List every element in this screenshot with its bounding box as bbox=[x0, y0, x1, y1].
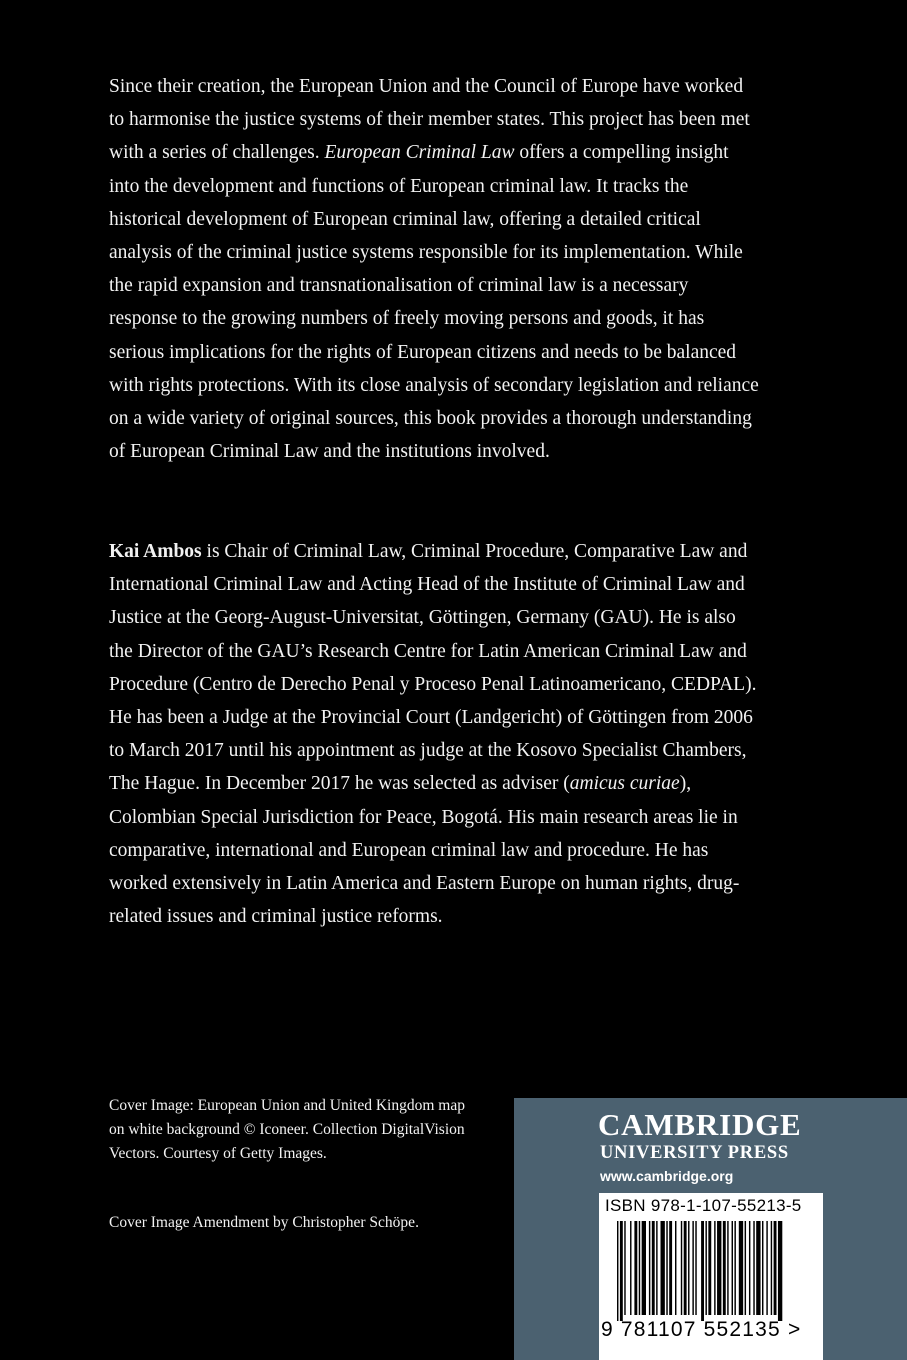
publisher-name: CAMBRIDGE bbox=[598, 1107, 802, 1142]
barcode-bar bbox=[714, 1221, 715, 1315]
barcode-bar bbox=[695, 1221, 696, 1315]
barcode-bar bbox=[762, 1221, 763, 1315]
barcode-bar bbox=[630, 1221, 631, 1315]
bio-italic-term: amicus curiae bbox=[569, 773, 680, 795]
barcode-bar bbox=[652, 1221, 655, 1315]
barcode-bar bbox=[739, 1221, 743, 1315]
barcode-bars bbox=[599, 1221, 823, 1321]
barcode-bar bbox=[749, 1221, 750, 1315]
barcode-bar bbox=[684, 1221, 687, 1315]
barcode-bar bbox=[756, 1221, 760, 1315]
barcode-bar bbox=[642, 1221, 646, 1315]
barcode-bar bbox=[681, 1221, 682, 1315]
barcode-bar bbox=[656, 1221, 657, 1315]
publisher-url: www.cambridge.org bbox=[600, 1168, 734, 1184]
barcode-bar bbox=[774, 1221, 777, 1315]
barcode-digits: 9 781107 552135 > bbox=[601, 1318, 802, 1341]
cover-image-credit: Cover Image: European Union and United Kingdom map on white background © Iconeer. Collection DigitalVision Vectors. Courtesy of Getty Images. bbox=[109, 1097, 465, 1162]
publisher-subtitle: UNIVERSITY PRESS bbox=[600, 1143, 789, 1163]
barcode-bar bbox=[732, 1221, 733, 1315]
bio-text-2: ), Colombian Special Jurisdiction for Peace, Bogotá. His main research areas lie in comparative, international and European criminal law and procedure. He has worked extensively in Latin America and Eastern Europe on human rights, drug-related issues and criminal justice reforms. bbox=[109, 773, 740, 928]
barcode-bar bbox=[661, 1221, 665, 1315]
author-bio bbox=[109, 535, 759, 933]
barcode-bar bbox=[692, 1221, 693, 1315]
barcode-bar bbox=[620, 1221, 623, 1321]
barcode-bar bbox=[708, 1221, 711, 1315]
barcode-bar bbox=[734, 1221, 735, 1315]
barcode-bar bbox=[753, 1221, 754, 1315]
bio-text-1: is Chair of Criminal Law, Criminal Procedure, Comparative Law and International Criminal Law and Acting Head of the Institute of Criminal Law and Justice at the Georg-August-Universitat, Göttingen, Germany (GAU). He is also the Director of the GAU’s Research Centre for Latin American Criminal Law and Procedure (Centro de Derecho Penal y Proceso Penal Latinoamericano, CEDPAL). He has been a Judge at the Provincial Court (Landgericht) of Göttingen from 2006 to March 2017 until his appointment as judge at the Kosovo Specialist Chambers, The Hague. In December 2017 he was selected as adviser ( bbox=[109, 541, 757, 795]
barcode-bar bbox=[688, 1221, 689, 1315]
barcode-bar bbox=[723, 1221, 726, 1315]
barcode-bar bbox=[717, 1221, 721, 1315]
barcode-bar bbox=[634, 1221, 637, 1315]
barcode-bar bbox=[701, 1221, 704, 1321]
barcode-bar bbox=[617, 1221, 618, 1321]
barcode-bar bbox=[778, 1221, 782, 1321]
barcode-bar bbox=[766, 1221, 767, 1315]
barcode-bar bbox=[727, 1221, 728, 1315]
publisher-panel bbox=[514, 1098, 907, 1360]
barcode-bar bbox=[705, 1221, 706, 1315]
description-text-1: Since their creation, the European Union and the Council of Europe have worked to harmonise the justice systems of their member states. This project has been met with a series of challenges. bbox=[109, 76, 750, 164]
book-title-italic: European Criminal Law bbox=[324, 142, 515, 164]
book-description bbox=[109, 70, 759, 468]
barcode-bar bbox=[771, 1221, 772, 1315]
barcode-area bbox=[599, 1193, 823, 1360]
barcode-bar bbox=[675, 1221, 676, 1315]
barcode-bar bbox=[624, 1221, 625, 1315]
isbn-label: ISBN 978-1-107-55213-5 bbox=[605, 1196, 802, 1215]
barcode-bar bbox=[745, 1221, 746, 1315]
description-text-2: offers a compelling insight into the development and functions of European criminal law. It tracks the historical development of European criminal law, offering a detailed critical analysis of the criminal justice systems responsible for its implementation. While the rapid expansion and transnationalisation of criminal law is a necessary response to the growing numbers of freely moving persons and goods, it has serious implications for the rights of European citizens and needs to be balanced with rights protections. With its close analysis of secondary legislation and reliance on a wide variety of original sources, this book provides a thorough understanding of European Criminal Law and the institutions involved. bbox=[109, 142, 759, 463]
barcode-bar bbox=[666, 1221, 667, 1315]
cover-amendment-credit: Cover Image Amendment by Christopher Schöpe. bbox=[109, 1214, 419, 1231]
barcode-bar bbox=[639, 1221, 640, 1315]
author-name: Kai Ambos bbox=[109, 541, 202, 562]
barcode-bar bbox=[649, 1221, 650, 1315]
barcode-bar bbox=[669, 1221, 672, 1315]
